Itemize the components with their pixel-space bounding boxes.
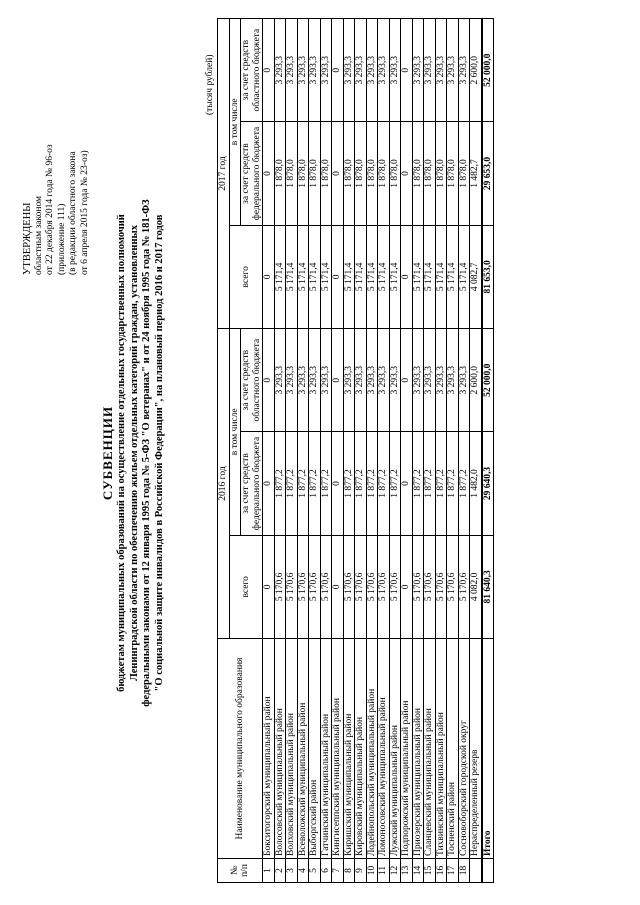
approval-line: от 22 декабря 2014 года № 96-оз: [45, 144, 55, 275]
table-row: [332, 19, 344, 883]
document-heading: [100, 23, 166, 883]
total-amount-cell: 81 653,0: [482, 225, 494, 328]
amount-cell: 1 877,2: [447, 432, 459, 535]
amount-cell: 1 877,2: [412, 432, 424, 535]
amount-cell: 1 877,2: [435, 432, 447, 535]
row-number: 17: [447, 859, 459, 883]
total-amount-cell: 29 640,3: [482, 432, 494, 535]
amount-cell: 3 293,3: [424, 19, 436, 122]
amount-cell: 0: [263, 122, 275, 225]
amount-cell: 1 482,0: [470, 432, 482, 535]
approval-line: областным законом: [33, 195, 44, 275]
amount-cell: 1 878,0: [412, 122, 424, 225]
row-number: 8: [343, 859, 355, 883]
amount-cell: 5 171,4: [435, 225, 447, 328]
amount-cell: 1 878,0: [274, 122, 286, 225]
amount-cell: 0: [401, 122, 413, 225]
amount-cell: 3 293,3: [286, 329, 298, 432]
amount-cell: 5 170,6: [447, 535, 459, 638]
amount-cell: 5 171,4: [343, 225, 355, 328]
amount-cell: 3 293,3: [297, 329, 309, 432]
amount-cell: 5 170,6: [389, 535, 401, 638]
amount-cell: 3 293,3: [389, 19, 401, 122]
amount-cell: 0: [332, 225, 344, 328]
table-row: [401, 19, 413, 883]
municipality-name: Гатчинский муниципальный район: [320, 639, 332, 859]
amount-cell: 0: [263, 329, 275, 432]
table-row: [435, 19, 447, 883]
amount-cell: 5 171,4: [378, 225, 390, 328]
table-row: [389, 19, 401, 883]
row-number: [470, 859, 482, 883]
amount-cell: 1 878,0: [458, 122, 470, 225]
amount-cell: 3 293,3: [274, 19, 286, 122]
amount-cell: 3 293,3: [343, 19, 355, 122]
row-number: 5: [309, 859, 321, 883]
amount-cell: 3 293,3: [458, 329, 470, 432]
header-total-2017: всего: [229, 225, 263, 328]
row-number: 3: [286, 859, 298, 883]
total-amount-cell: 52 000,0: [482, 329, 494, 432]
row-number: 16: [435, 859, 447, 883]
amount-cell: 5 171,4: [412, 225, 424, 328]
total-amount-cell: 52 000,0: [482, 19, 494, 122]
amount-cell: 0: [332, 329, 344, 432]
municipality-name: Подпорожский муниципальный район: [401, 639, 413, 859]
amount-cell: 1 878,0: [424, 122, 436, 225]
amount-cell: 1 877,2: [424, 432, 436, 535]
amount-cell: 1 877,2: [389, 432, 401, 535]
amount-cell: 2 600,0: [470, 329, 482, 432]
amount-cell: 3 293,3: [355, 329, 367, 432]
amount-cell: 5 171,4: [297, 225, 309, 328]
amount-cell: 0: [332, 535, 344, 638]
approval-stamp: [22, 15, 91, 275]
amount-cell: 5 171,4: [389, 225, 401, 328]
row-number: 10: [366, 859, 378, 883]
amount-cell: 5 171,4: [447, 225, 459, 328]
amount-cell: 1 878,0: [320, 122, 332, 225]
header-total-2016: всего: [229, 535, 263, 638]
table-row: [263, 19, 275, 883]
amount-cell: 0: [332, 19, 344, 122]
amount-cell: 3 293,3: [355, 19, 367, 122]
amount-cell: 3 293,3: [435, 329, 447, 432]
total-label: Итого: [482, 639, 494, 859]
amount-cell: 5 170,6: [297, 535, 309, 638]
amount-cell: 4 082,0: [470, 535, 482, 638]
amount-cell: 3 293,3: [435, 19, 447, 122]
amount-cell: 1 878,0: [389, 122, 401, 225]
table-row: [286, 19, 298, 883]
amount-cell: 5 170,6: [320, 535, 332, 638]
row-number: 15: [424, 859, 436, 883]
amount-cell: 3 293,3: [389, 329, 401, 432]
amount-cell: 5 170,6: [343, 535, 355, 638]
amount-cell: 1 878,0: [297, 122, 309, 225]
municipality-name: Лодейнопольский муниципальный район: [366, 639, 378, 859]
amount-cell: 1 878,0: [447, 122, 459, 225]
amount-cell: 1 877,2: [297, 432, 309, 535]
amount-cell: 5 171,4: [274, 225, 286, 328]
amount-cell: 1 878,0: [378, 122, 390, 225]
total-num-empty: [482, 859, 494, 883]
table-row: [458, 19, 470, 883]
amount-cell: 4 082,7: [470, 225, 482, 328]
header-year-2016: 2016 год: [218, 329, 230, 639]
amount-cell: 1 877,2: [320, 432, 332, 535]
amount-cell: 5 171,4: [320, 225, 332, 328]
amount-cell: 0: [401, 225, 413, 328]
total-amount-cell: 81 640,3: [482, 535, 494, 638]
amount-cell: 5 170,6: [378, 535, 390, 638]
amount-cell: 1 877,2: [366, 432, 378, 535]
amount-cell: 5 170,6: [412, 535, 424, 638]
row-number: 11: [378, 859, 390, 883]
amount-cell: 3 293,3: [343, 329, 355, 432]
municipality-name: Волосовский муниципальный район: [274, 639, 286, 859]
row-number: 18: [458, 859, 470, 883]
amount-cell: 1 482,7: [470, 122, 482, 225]
amount-cell: 5 170,6: [458, 535, 470, 638]
amount-cell: 1 877,2: [286, 432, 298, 535]
amount-cell: 1 877,2: [274, 432, 286, 535]
municipality-name: Киришский муниципальный район: [343, 639, 355, 859]
header-regional-2016: за счет средств областного бюджета: [241, 329, 263, 432]
amount-cell: 1 878,0: [435, 122, 447, 225]
municipality-name: Волховский муниципальный район: [286, 639, 298, 859]
table-row: [366, 19, 378, 883]
amount-cell: 0: [263, 535, 275, 638]
municipality-name: Выборгский район: [309, 639, 321, 859]
amount-cell: 5 171,4: [366, 225, 378, 328]
amount-cell: 3 293,3: [412, 329, 424, 432]
amount-cell: 0: [263, 19, 275, 122]
amount-cell: 1 877,2: [309, 432, 321, 535]
row-number: 14: [412, 859, 424, 883]
header-federal-2016: за счет средств федерального бюджета: [241, 432, 263, 535]
approval-line: (приложение 111): [56, 203, 67, 275]
amount-cell: 0: [332, 122, 344, 225]
header-name: Наименование муниципального образования: [218, 639, 263, 859]
municipality-name: Тосненский район: [447, 639, 459, 859]
municipality-name: Кировский муниципальный район: [355, 639, 367, 859]
row-number: 4: [297, 859, 309, 883]
municipality-name: Сосновоборский городской округ: [458, 639, 470, 859]
subtitle-line: федеральными законами от 12 января 1995 года № 5-ФЗ "О ветеранах" и от 24 ноября 1995 года № 181-ФЗ: [141, 199, 152, 707]
document-title: СУБВЕНЦИИ: [100, 405, 115, 501]
amount-cell: 1 877,2: [378, 432, 390, 535]
municipality-name: Сланцевский муниципальный район: [424, 639, 436, 859]
approval-line: от 6 апреля 2015 года № 23-оз): [79, 150, 90, 275]
amount-cell: 5 171,4: [286, 225, 298, 328]
header-incl-2016: в том числе: [229, 329, 241, 536]
amount-cell: 0: [401, 432, 413, 535]
amount-cell: 1 877,2: [343, 432, 355, 535]
table-row: [447, 19, 459, 883]
amount-cell: 3 293,3: [447, 329, 459, 432]
amount-cell: 3 293,3: [366, 329, 378, 432]
amount-cell: 5 170,6: [435, 535, 447, 638]
table-row: [343, 19, 355, 883]
row-number: 12: [389, 859, 401, 883]
row-number: 13: [401, 859, 413, 883]
amount-cell: 5 170,6: [286, 535, 298, 638]
amount-cell: 2 600,0: [470, 19, 482, 122]
table-row: [320, 19, 332, 883]
total-amount-cell: 29 653,0: [482, 122, 494, 225]
amount-cell: 5 171,4: [309, 225, 321, 328]
municipality-name: Лужский муниципальный район: [389, 639, 401, 859]
amount-cell: 3 293,3: [458, 19, 470, 122]
amount-cell: 5 170,6: [355, 535, 367, 638]
amount-cell: 3 293,3: [424, 329, 436, 432]
amount-cell: 5 170,6: [424, 535, 436, 638]
approval-line: (в редакции областного закона: [68, 151, 78, 275]
amount-cell: 1 878,0: [286, 122, 298, 225]
amount-cell: 0: [332, 432, 344, 535]
amount-cell: 3 293,3: [378, 19, 390, 122]
amount-cell: 3 293,3: [320, 19, 332, 122]
table-row: [424, 19, 436, 883]
table-body: [263, 19, 494, 883]
amount-cell: 0: [401, 535, 413, 638]
amount-cell: 5 171,4: [458, 225, 470, 328]
amount-cell: 5 171,4: [355, 225, 367, 328]
amount-cell: 0: [263, 225, 275, 328]
table-row: [297, 19, 309, 883]
amount-cell: 1 877,2: [355, 432, 367, 535]
amount-cell: 3 293,3: [447, 19, 459, 122]
table-row: [274, 19, 286, 883]
amount-cell: 3 293,3: [274, 329, 286, 432]
amount-cell: 5 170,6: [366, 535, 378, 638]
amount-cell: 3 293,3: [412, 19, 424, 122]
amount-cell: 5 170,6: [309, 535, 321, 638]
amount-cell: 3 293,3: [309, 329, 321, 432]
municipality-name: Бокситогорский муниципальный район: [263, 639, 275, 859]
municipality-name: Тихвинский муниципальный район: [435, 639, 447, 859]
subsidies-table: [217, 18, 494, 883]
row-number: 9: [355, 859, 367, 883]
amount-cell: 0: [401, 329, 413, 432]
table-row: [378, 19, 390, 883]
header-num: № п/п: [218, 859, 263, 883]
row-number: 1: [263, 859, 275, 883]
subtitle-line: "О социальной защите инвалидов в Российской Федерации", на плановый период 2016 и 2017 годов: [153, 214, 165, 692]
amount-cell: 1 877,2: [458, 432, 470, 535]
total-row: [482, 19, 494, 883]
approval-line: УТВЕРЖДЕНЫ: [22, 202, 33, 275]
header-regional-2017: за счет средств областного бюджета: [241, 19, 263, 122]
amount-cell: 1 878,0: [309, 122, 321, 225]
subtitle-line: бюджетам муниципальных образований на осуществление отдельных государственных полномочий: [116, 214, 127, 692]
amount-cell: 5 171,4: [424, 225, 436, 328]
table-row: [309, 19, 321, 883]
amount-cell: 3 293,3: [366, 19, 378, 122]
table-row: [355, 19, 367, 883]
header-incl-2017: в том числе: [229, 19, 241, 226]
table-row: [470, 19, 482, 883]
amount-cell: 3 293,3: [320, 329, 332, 432]
subtitle-line: Ленинградской области по обеспечению жильем отдельных категорий граждан, установленных: [128, 225, 140, 681]
municipality-name: Приозерский муниципальный район: [412, 639, 424, 859]
amount-cell: 3 293,3: [297, 19, 309, 122]
amount-cell: 0: [401, 19, 413, 122]
units-label: (тысяч рублей): [205, 54, 215, 115]
amount-cell: 3 293,3: [309, 19, 321, 122]
municipality-name: Ломоносовский муниципальный район: [378, 639, 390, 859]
amount-cell: 1 878,0: [343, 122, 355, 225]
row-number: 2: [274, 859, 286, 883]
municipality-name: Кингисеппский муниципальный район: [332, 639, 344, 859]
amount-cell: 1 878,0: [366, 122, 378, 225]
header-year-2017: 2017 год: [218, 19, 230, 329]
amount-cell: 3 293,3: [286, 19, 298, 122]
municipality-name: Всеволожский муниципальный район: [297, 639, 309, 859]
header-federal-2017: за счет средств федерального бюджета: [241, 122, 263, 225]
amount-cell: 1 878,0: [355, 122, 367, 225]
row-number: 7: [332, 859, 344, 883]
amount-cell: 5 170,6: [274, 535, 286, 638]
amount-cell: 3 293,3: [378, 329, 390, 432]
municipality-name: Нераспределенный резерв: [470, 639, 482, 859]
amount-cell: 0: [263, 432, 275, 535]
table-row: [412, 19, 424, 883]
row-number: 6: [320, 859, 332, 883]
